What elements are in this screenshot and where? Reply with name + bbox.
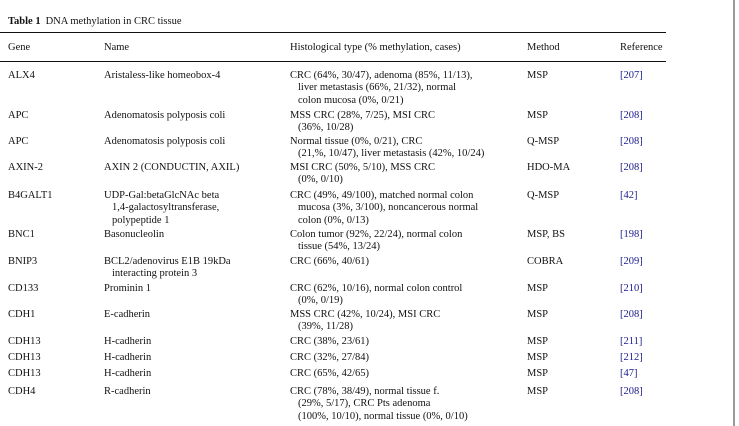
name-cell — [104, 136, 225, 148]
method-cell — [527, 336, 548, 348]
name-cell-line: BCL2/adenovirus E1B 19kDa — [104, 256, 231, 267]
histology-cell — [290, 386, 468, 423]
gene-cell-line: CDH1 — [8, 309, 36, 320]
gene-cell-line: BNC1 — [8, 229, 35, 240]
name-cell — [104, 309, 150, 321]
gene-cell-line: CDH13 — [8, 336, 41, 347]
gene-cell-line: CDH4 — [8, 386, 36, 397]
header-name: Name — [104, 42, 130, 53]
method-cell — [527, 256, 563, 268]
method-cell-line: MSP — [527, 70, 549, 81]
name-cell-line: UDP-Gal:betaGlcNAc beta — [104, 190, 220, 201]
name-cell — [104, 162, 239, 174]
histology-cell-line: colon (0%, 0/13) — [298, 214, 369, 226]
histology-cell — [290, 283, 462, 308]
name-cell — [104, 70, 220, 82]
histology-cell-line: liver metastasis (66%, 21/32), normal — [298, 82, 457, 94]
histology-cell-line: MSS CRC (28%, 7/25), MSI CRC — [290, 110, 435, 121]
name-cell — [104, 336, 151, 348]
reference-link[interactable]: [208] — [620, 110, 643, 121]
reference-link[interactable]: [208] — [620, 386, 643, 397]
method-cell-line: MSP — [527, 283, 549, 294]
gene-cell-line: CDH13 — [8, 352, 41, 363]
histology-cell-line: CRC (66%, 40/61) — [290, 256, 370, 267]
histology-cell-line: MSS CRC (42%, 10/24), MSI CRC — [290, 309, 441, 320]
gene-cell — [8, 110, 28, 122]
name-cell-line: polypeptide 1 — [112, 214, 170, 226]
gene-cell — [8, 309, 35, 321]
histology-cell-line: (100%, 10/10), normal tissue (0%, 0/10) — [298, 410, 468, 422]
gene-cell — [8, 368, 41, 380]
name-cell-line: H-cadherin — [104, 336, 152, 347]
method-cell-line: MSP — [527, 352, 549, 363]
name-cell — [104, 110, 225, 122]
reference-link[interactable]: [209] — [620, 256, 643, 267]
gene-cell — [8, 162, 43, 174]
method-cell — [527, 110, 548, 122]
method-cell-line: Q-MSP — [527, 190, 560, 201]
page-edge-divider — [733, 0, 735, 426]
name-cell-line: Adenomatosis polyposis coli — [104, 110, 226, 121]
histology-cell — [290, 162, 435, 187]
table-label: Table 1 — [8, 16, 41, 27]
method-cell — [527, 70, 548, 82]
histology-cell-line: (39%, 11/28) — [298, 321, 354, 333]
name-cell — [104, 386, 151, 398]
name-cell — [104, 368, 151, 380]
histology-cell-line: MSI CRC (50%, 5/10), MSS CRC — [290, 162, 435, 173]
histology-cell — [290, 136, 484, 161]
reference-link[interactable]: [208] — [620, 309, 643, 320]
gene-cell-line: CD133 — [8, 283, 39, 294]
gene-cell-line: BNIP3 — [8, 256, 38, 267]
histology-cell-line: colon mucosa (0%, 0/21) — [298, 94, 404, 106]
method-cell — [527, 190, 559, 202]
histology-cell — [290, 309, 440, 334]
name-cell-line: H-cadherin — [104, 352, 152, 363]
histology-cell-line: CRC (62%, 10/16), normal colon control — [290, 283, 463, 294]
histology-cell-line: tissue (54%, 13/24) — [298, 241, 380, 253]
histology-cell — [290, 190, 478, 227]
reference-link[interactable]: [208] — [620, 162, 643, 173]
method-cell-line: MSP — [527, 336, 549, 347]
method-cell — [527, 283, 548, 295]
reference-link[interactable]: [47] — [620, 368, 638, 379]
name-cell-line: E-cadherin — [104, 309, 151, 320]
header-histology: Histological type (% methylation, cases) — [290, 42, 461, 53]
histology-cell — [290, 110, 435, 135]
name-cell — [104, 352, 151, 364]
method-cell-line: MSP — [527, 386, 549, 397]
method-cell — [527, 352, 548, 364]
histology-cell — [290, 70, 472, 107]
histology-cell — [290, 256, 369, 268]
name-cell-line: interacting protein 3 — [112, 268, 198, 280]
name-cell-line: 1,4-galactosyltransferase, — [112, 202, 220, 214]
histology-cell-line: (36%, 10/28) — [298, 122, 354, 134]
gene-cell — [8, 386, 35, 398]
method-cell — [527, 162, 570, 174]
reference-link[interactable]: [208] — [620, 136, 643, 147]
table-header-rule — [0, 61, 666, 62]
histology-cell-line: CRC (32%, 27/84) — [290, 352, 370, 363]
gene-cell-line: ALX4 — [8, 70, 35, 81]
histology-cell-line: CRC (38%, 23/61) — [290, 336, 370, 347]
name-cell-line: Adenomatosis polyposis coli — [104, 136, 226, 147]
gene-cell — [8, 256, 37, 268]
name-cell-line: R-cadherin — [104, 386, 151, 397]
reference-link[interactable]: [42] — [620, 190, 638, 201]
histology-cell-line: CRC (78%, 38/49), normal tissue f. — [290, 386, 440, 397]
reference-link[interactable]: [207] — [620, 70, 643, 81]
name-cell-line: Prominin 1 — [104, 283, 151, 294]
gene-cell-line: B4GALT1 — [8, 190, 53, 201]
header-gene: Gene — [8, 42, 31, 53]
gene-cell — [8, 136, 28, 148]
header-method: Method — [527, 42, 560, 53]
gene-cell-line: CDH13 — [8, 368, 41, 379]
histology-cell-line: (0%, 0/10) — [298, 174, 343, 186]
histology-cell — [290, 229, 462, 254]
method-cell — [527, 136, 559, 148]
gene-cell — [8, 336, 41, 348]
gene-cell-line: APC — [8, 136, 29, 147]
method-cell-line: MSP — [527, 309, 549, 320]
histology-cell-line: (29%, 5/17), CRC Pts adenoma — [298, 398, 431, 410]
histology-cell-line: (0%, 0/19) — [298, 295, 343, 307]
gene-cell — [8, 190, 53, 202]
gene-cell — [8, 283, 38, 295]
name-cell — [104, 190, 219, 227]
name-cell-line: Aristaless-like homeobox-4 — [104, 70, 221, 81]
histology-cell-line: Normal tissue (0%, 0/21), CRC — [290, 136, 423, 147]
histology-cell-line: CRC (64%, 30/47), adenoma (85%, 11/13), — [290, 70, 473, 81]
histology-cell-line: (21,%, 10/47), liver metastasis (42%, 10/24) — [298, 148, 485, 160]
table-top-rule — [0, 32, 666, 33]
histology-cell-line: CRC (65%, 42/65) — [290, 368, 370, 379]
name-cell — [104, 256, 231, 281]
histology-cell-line: mucosa (3%, 3/100), noncancerous normal — [298, 202, 479, 214]
method-cell-line: MSP — [527, 368, 549, 379]
method-cell — [527, 368, 548, 380]
gene-cell — [8, 229, 35, 241]
gene-cell — [8, 70, 35, 82]
reference-link[interactable]: [212] — [620, 352, 643, 363]
gene-cell — [8, 352, 41, 364]
method-cell-line: COBRA — [527, 256, 564, 267]
method-cell-line: MSP, BS — [527, 229, 565, 240]
histology-cell — [290, 352, 369, 364]
method-cell — [527, 386, 548, 398]
table-caption — [8, 16, 182, 27]
table-title: DNA methylation in CRC tissue — [45, 16, 182, 27]
name-cell-line: H-cadherin — [104, 368, 152, 379]
name-cell-line: Basonucleolin — [104, 229, 165, 240]
gene-cell-line: APC — [8, 110, 29, 121]
histology-cell-line: CRC (49%, 49/100), matched normal colon — [290, 190, 474, 201]
method-cell-line: Q-MSP — [527, 136, 560, 147]
reference-link[interactable]: [211] — [620, 336, 643, 347]
gene-cell-line: AXIN-2 — [8, 162, 43, 173]
histology-cell — [290, 336, 369, 348]
method-cell-line: MSP — [527, 110, 549, 121]
name-cell — [104, 229, 164, 241]
reference-link[interactable]: [198] — [620, 229, 643, 240]
histology-cell-line: Colon tumor (92%, 22/24), normal colon — [290, 229, 463, 240]
method-cell — [527, 309, 548, 321]
method-cell — [527, 229, 565, 241]
reference-link[interactable]: [210] — [620, 283, 643, 294]
name-cell — [104, 283, 151, 295]
method-cell-line: HDO-MA — [527, 162, 571, 173]
name-cell-line: AXIN 2 (CONDUCTIN, AXIL) — [104, 162, 240, 173]
header-reference: Reference — [620, 42, 663, 53]
histology-cell — [290, 368, 369, 380]
